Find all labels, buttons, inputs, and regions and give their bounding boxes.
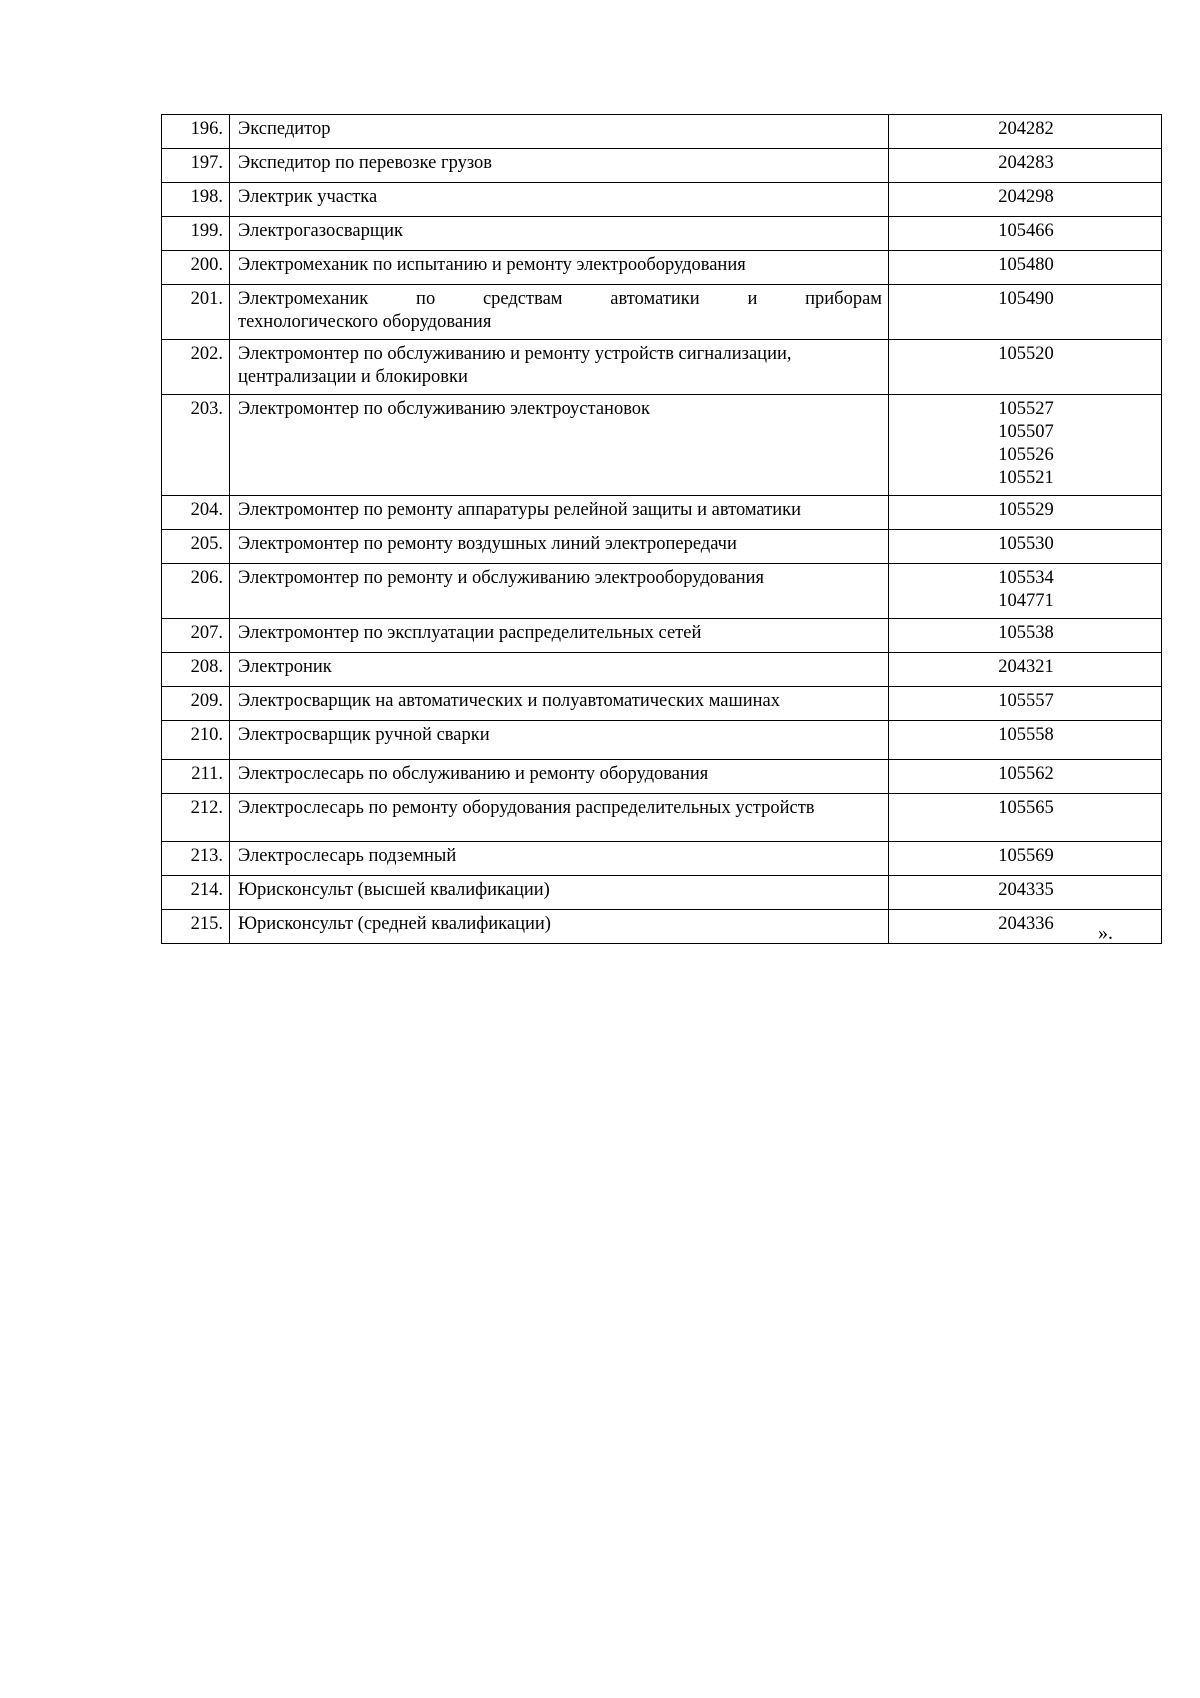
- occupation-name: Электромонтер по обслуживанию и ремонту устройств сигнализации, централизации и блокировки: [230, 340, 889, 395]
- occupation-code: 105558: [998, 725, 1054, 745]
- table-row: [162, 721, 1162, 760]
- occupation-code-cell: [889, 876, 1162, 910]
- occupation-code: 204298: [998, 187, 1054, 207]
- occupation-code: 105569: [998, 846, 1054, 866]
- occupation-code: 105466: [998, 221, 1054, 241]
- row-number: 196.: [162, 115, 230, 149]
- table-row: [162, 842, 1162, 876]
- row-number: 203.: [162, 395, 230, 496]
- occupation-code-cell: [889, 760, 1162, 794]
- occupation-code: 105520: [998, 344, 1054, 364]
- occupation-code-cell: [889, 721, 1162, 760]
- occupation-name: Электромонтер по эксплуатации распределительных сетей: [230, 619, 889, 653]
- occupation-code-cell: [889, 794, 1162, 842]
- table-row: [162, 794, 1162, 842]
- occupation-code-cell: [889, 530, 1162, 564]
- occupation-name: Электросварщик на автоматических и полуавтоматических машинах: [230, 687, 889, 721]
- table-row: [162, 340, 1162, 395]
- row-number: 198.: [162, 183, 230, 217]
- table-row: [162, 564, 1162, 619]
- table-row: [162, 115, 1162, 149]
- table-row: [162, 496, 1162, 530]
- occupation-code: 105480: [998, 255, 1054, 275]
- occupation-code: 105538: [998, 623, 1054, 643]
- occupation-code-cell: [889, 564, 1162, 619]
- row-number: 205.: [162, 530, 230, 564]
- row-number: 210.: [162, 721, 230, 760]
- row-number: 207.: [162, 619, 230, 653]
- occupation-code: 105529: [998, 500, 1054, 520]
- occupation-code-cell: [889, 183, 1162, 217]
- occupation-name: Электросварщик ручной сварки: [230, 721, 889, 760]
- occupation-code: 204336: [998, 914, 1054, 934]
- row-number: 206.: [162, 564, 230, 619]
- occupation-name: Электрослесарь по обслуживанию и ремонту оборудования: [230, 760, 889, 794]
- row-number: 214.: [162, 876, 230, 910]
- occupation-name: Электромонтер по ремонту аппаратуры релейной защиты и автоматики: [230, 496, 889, 530]
- occupation-code: 204283: [998, 153, 1054, 173]
- table-row: [162, 183, 1162, 217]
- occupation-name: Юрисконсульт (средней квалификации): [230, 910, 889, 944]
- occupation-code-cell: [889, 251, 1162, 285]
- occupation-name: Электромонтер по ремонту воздушных линий электропередачи: [230, 530, 889, 564]
- occupation-name: Электрослесарь по ремонту оборудования распределительных устройств: [230, 794, 889, 842]
- table-row: [162, 876, 1162, 910]
- table-row: [162, 149, 1162, 183]
- table-row: [162, 653, 1162, 687]
- row-number: 199.: [162, 217, 230, 251]
- row-number: 213.: [162, 842, 230, 876]
- occupation-code: 105562: [998, 764, 1054, 784]
- occupation-code: 104771: [998, 591, 1054, 611]
- occupation-name: Электрогазосварщик: [230, 217, 889, 251]
- table-row: [162, 530, 1162, 564]
- closing-quote-mark: ».: [1098, 922, 1113, 944]
- occupation-name: Электромеханик по испытанию и ремонту электрооборудования: [230, 251, 889, 285]
- occupation-code: 105565: [998, 798, 1054, 818]
- row-number: 201.: [162, 285, 230, 340]
- occupation-code-cell: [889, 910, 1162, 944]
- occupation-code-cell: [889, 217, 1162, 251]
- table-row: [162, 251, 1162, 285]
- occupation-code: 204335: [998, 880, 1054, 900]
- occupation-code-cell: [889, 149, 1162, 183]
- table-row: [162, 217, 1162, 251]
- occupation-name: Экспедитор: [230, 115, 889, 149]
- occupation-name: Электроник: [230, 653, 889, 687]
- occupation-code: 105527: [998, 399, 1054, 419]
- row-number: 200.: [162, 251, 230, 285]
- occupation-name-line: Электромеханик по средствам автоматики и приборам: [238, 289, 882, 309]
- occupation-code: 105557: [998, 691, 1054, 711]
- occupation-code: 105526: [998, 445, 1054, 465]
- occupation-code-cell: [889, 619, 1162, 653]
- occupation-code: 105534: [998, 568, 1054, 588]
- row-number: 212.: [162, 794, 230, 842]
- row-number: 215.: [162, 910, 230, 944]
- occupation-name: Юрисконсульт (высшей квалификации): [230, 876, 889, 910]
- occupation-name: Экспедитор по перевозке грузов: [230, 149, 889, 183]
- occupation-code: 105490: [998, 289, 1054, 309]
- occupation-code-cell: [889, 395, 1162, 496]
- occupation-code-cell: [889, 687, 1162, 721]
- occupation-name: [230, 285, 889, 340]
- occupation-code: 105507: [998, 422, 1054, 442]
- table-row: [162, 285, 1162, 340]
- occupation-code: 204321: [998, 657, 1054, 677]
- table-row: [162, 619, 1162, 653]
- row-number: 209.: [162, 687, 230, 721]
- occupation-code-cell: [889, 653, 1162, 687]
- occupation-code-cell: [889, 496, 1162, 530]
- occupation-name-line: технологического оборудования: [238, 312, 492, 332]
- occupation-code: 105521: [998, 468, 1054, 488]
- occupation-code: 105530: [998, 534, 1054, 554]
- occupation-code: 204282: [998, 119, 1054, 139]
- row-number: 197.: [162, 149, 230, 183]
- occupation-code-cell: [889, 842, 1162, 876]
- table-row: [162, 910, 1162, 944]
- occupation-code-cell: [889, 115, 1162, 149]
- table-row: [162, 687, 1162, 721]
- occupation-name: Электрослесарь подземный: [230, 842, 889, 876]
- row-number: 204.: [162, 496, 230, 530]
- occupation-name: Электромонтер по обслуживанию электроустановок: [230, 395, 889, 496]
- occupation-code-cell: [889, 285, 1162, 340]
- occupation-code-cell: [889, 340, 1162, 395]
- row-number: 202.: [162, 340, 230, 395]
- occupation-name: Электрик участка: [230, 183, 889, 217]
- row-number: 208.: [162, 653, 230, 687]
- occupations-table: [161, 114, 1162, 944]
- occupation-name: Электромонтер по ремонту и обслуживанию электрооборудования: [230, 564, 889, 619]
- row-number: 211.: [162, 760, 230, 794]
- table-row: [162, 395, 1162, 496]
- table-row: [162, 760, 1162, 794]
